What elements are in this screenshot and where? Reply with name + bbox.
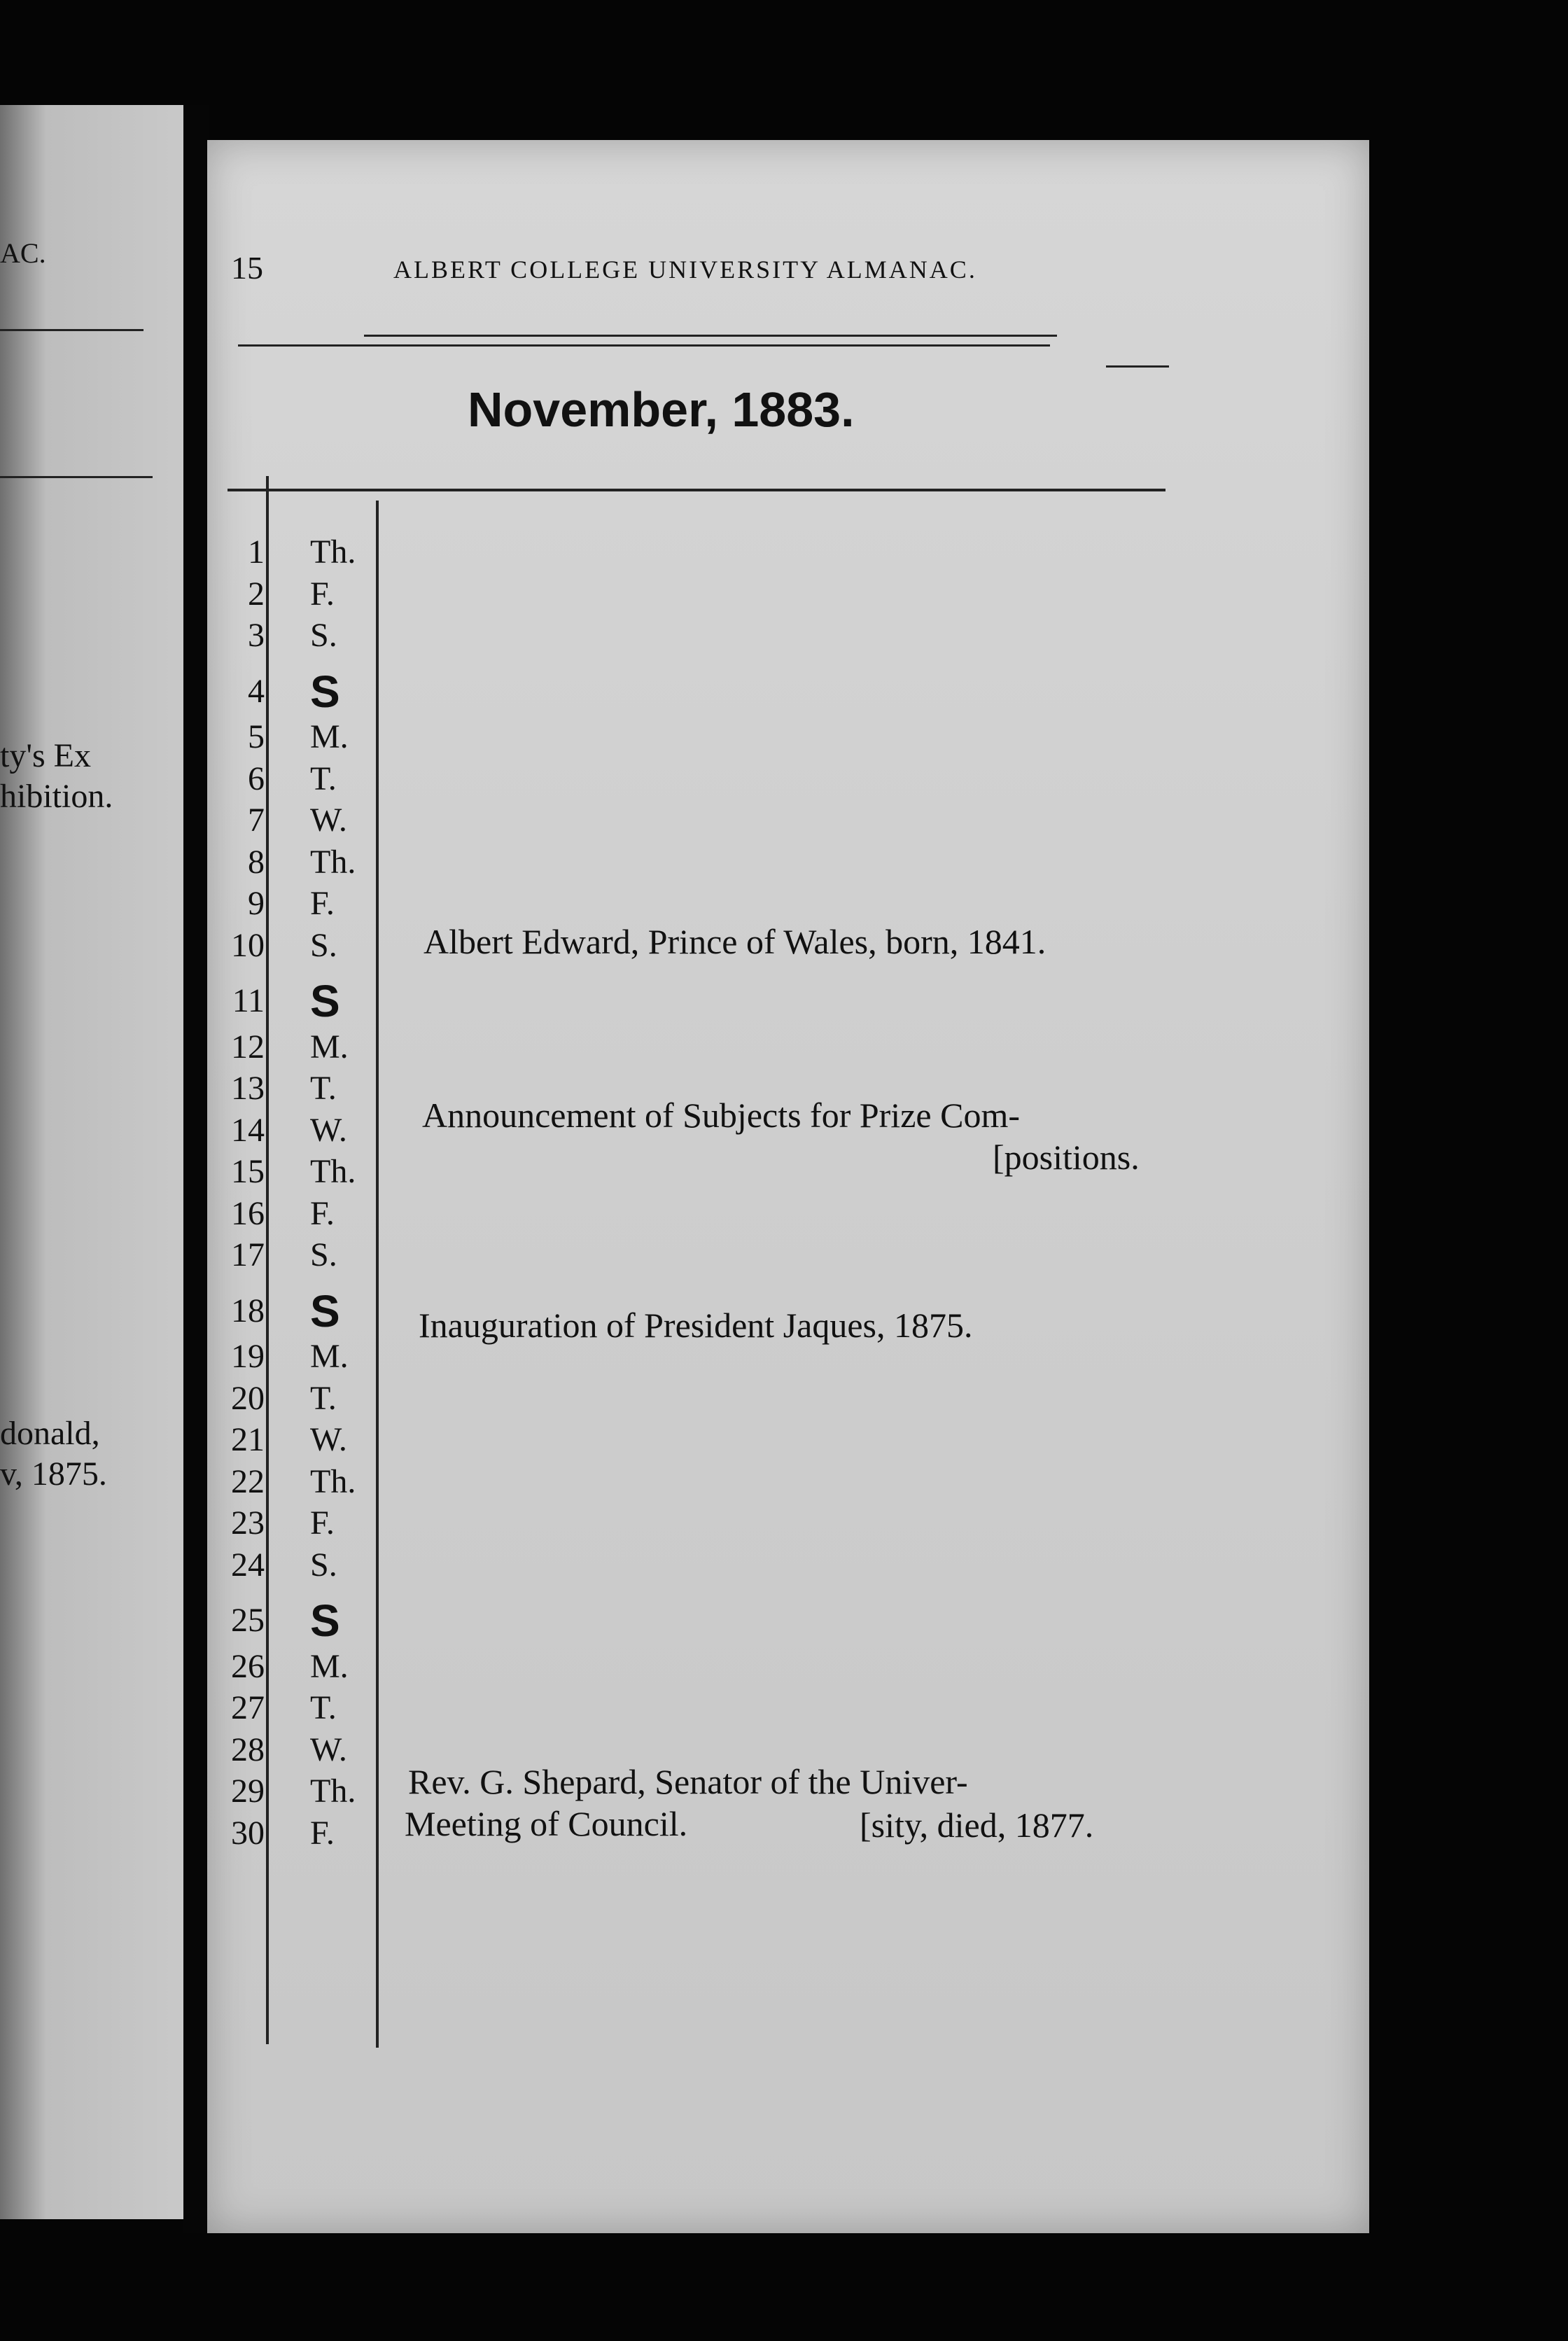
date-number: 27 <box>231 1689 265 1726</box>
event-nov-12-continued: [positions. <box>993 1138 1140 1177</box>
date-number: 20 <box>231 1379 265 1417</box>
title-rule <box>227 489 1166 491</box>
left-text-line: hibition. <box>0 778 113 815</box>
date-number: 19 <box>231 1338 265 1375</box>
date-number: 22 <box>231 1462 265 1500</box>
day-abbrev: S. <box>310 926 337 964</box>
date-column-rule <box>266 476 269 2044</box>
event-nov-26-continued: [sity, died, 1877. <box>860 1805 1094 1845</box>
date-number: 23 <box>231 1504 265 1542</box>
page-number: 15 <box>231 250 263 286</box>
event-nov-9: Albert Edward, Prince of Wales, born, 1841. <box>424 922 1046 961</box>
date-number: 4 <box>248 672 265 710</box>
date-number: 17 <box>231 1236 265 1273</box>
date-number: 18 <box>231 1292 265 1329</box>
day-abbrev: S. <box>310 1236 337 1273</box>
left-text-line: donald, <box>0 1415 100 1452</box>
day-abbrev: Th. <box>310 1153 356 1190</box>
day-abbrev: S. <box>310 617 337 654</box>
event-nov-27: Meeting of Council. <box>405 1804 688 1843</box>
date-number: 28 <box>231 1731 265 1768</box>
day-abbrev: F. <box>310 575 335 613</box>
day-abbrev: Th. <box>310 1462 356 1500</box>
left-text-line: ty's Ex <box>0 737 91 774</box>
day-abbrev: Th. <box>310 843 356 881</box>
day-abbrev: F. <box>310 1814 335 1852</box>
day-abbrev: F. <box>310 1194 335 1232</box>
day-abbrev: M. <box>310 1028 349 1065</box>
event-nov-26: Rev. G. Shepard, Senator of the Univer- <box>408 1762 968 1801</box>
day-abbrev-sunday: S <box>310 1595 340 1646</box>
month-title: November, 1883. <box>468 382 855 437</box>
day-abbrev: W. <box>310 1731 347 1768</box>
left-header-fragment: AC. <box>0 237 46 269</box>
date-number: 15 <box>231 1153 265 1190</box>
date-number: 2 <box>248 575 265 613</box>
day-abbrev: W. <box>310 1111 347 1149</box>
date-number: 6 <box>248 760 265 797</box>
date-number: 16 <box>231 1194 265 1232</box>
event-nov-17: Inauguration of President Jaques, 1875. <box>419 1306 973 1345</box>
day-abbrev: F. <box>310 1504 335 1542</box>
date-number: 24 <box>231 1546 265 1584</box>
left-header-rule <box>0 329 144 331</box>
date-number: 11 <box>232 982 265 1019</box>
day-abbrev: M. <box>310 1338 349 1375</box>
day-column-rule <box>376 501 379 2048</box>
day-abbrev: Th. <box>310 1773 356 1810</box>
date-number: 12 <box>231 1028 265 1065</box>
date-number: 29 <box>231 1773 265 1810</box>
day-abbrev: W. <box>310 1421 347 1458</box>
day-abbrev: T. <box>310 1379 337 1417</box>
header-rule-mark <box>1106 365 1169 368</box>
date-number: 8 <box>248 843 265 881</box>
day-abbrev: T. <box>310 1689 337 1726</box>
day-abbrev-sunday: S <box>310 1285 340 1336</box>
day-abbrev: T. <box>310 1070 337 1107</box>
date-number: 14 <box>231 1111 265 1149</box>
almanac-page <box>207 140 1369 2233</box>
date-number: 10 <box>231 926 265 964</box>
event-nov-12: Announcement of Subjects for Prize Com- <box>422 1096 1020 1135</box>
date-number: 3 <box>248 617 265 654</box>
day-abbrev: W. <box>310 802 347 839</box>
left-section-rule <box>0 476 153 478</box>
date-number: 1 <box>248 533 265 571</box>
running-title: ALBERT COLLEGE UNIVERSITY ALMANAC. <box>393 256 977 284</box>
day-abbrev: M. <box>310 718 349 755</box>
day-abbrev: T. <box>310 760 337 797</box>
left-page-fragment <box>0 105 186 2219</box>
header-rule-lower <box>238 344 1050 347</box>
date-number: 7 <box>248 802 265 839</box>
date-number: 9 <box>248 885 265 922</box>
day-abbrev-sunday: S <box>310 976 340 1026</box>
day-abbrev: S. <box>310 1546 337 1584</box>
date-number: 21 <box>231 1421 265 1458</box>
date-number: 13 <box>231 1070 265 1107</box>
date-number: 5 <box>248 718 265 755</box>
day-abbrev-sunday: S <box>310 666 340 717</box>
date-number: 25 <box>231 1602 265 1639</box>
date-number: 26 <box>231 1647 265 1685</box>
day-abbrev: F. <box>310 885 335 922</box>
date-number: 30 <box>231 1814 265 1852</box>
day-abbrev: Th. <box>310 533 356 571</box>
header-rule-upper <box>364 335 1057 337</box>
day-abbrev: M. <box>310 1647 349 1685</box>
left-text-line: v, 1875. <box>0 1455 107 1493</box>
